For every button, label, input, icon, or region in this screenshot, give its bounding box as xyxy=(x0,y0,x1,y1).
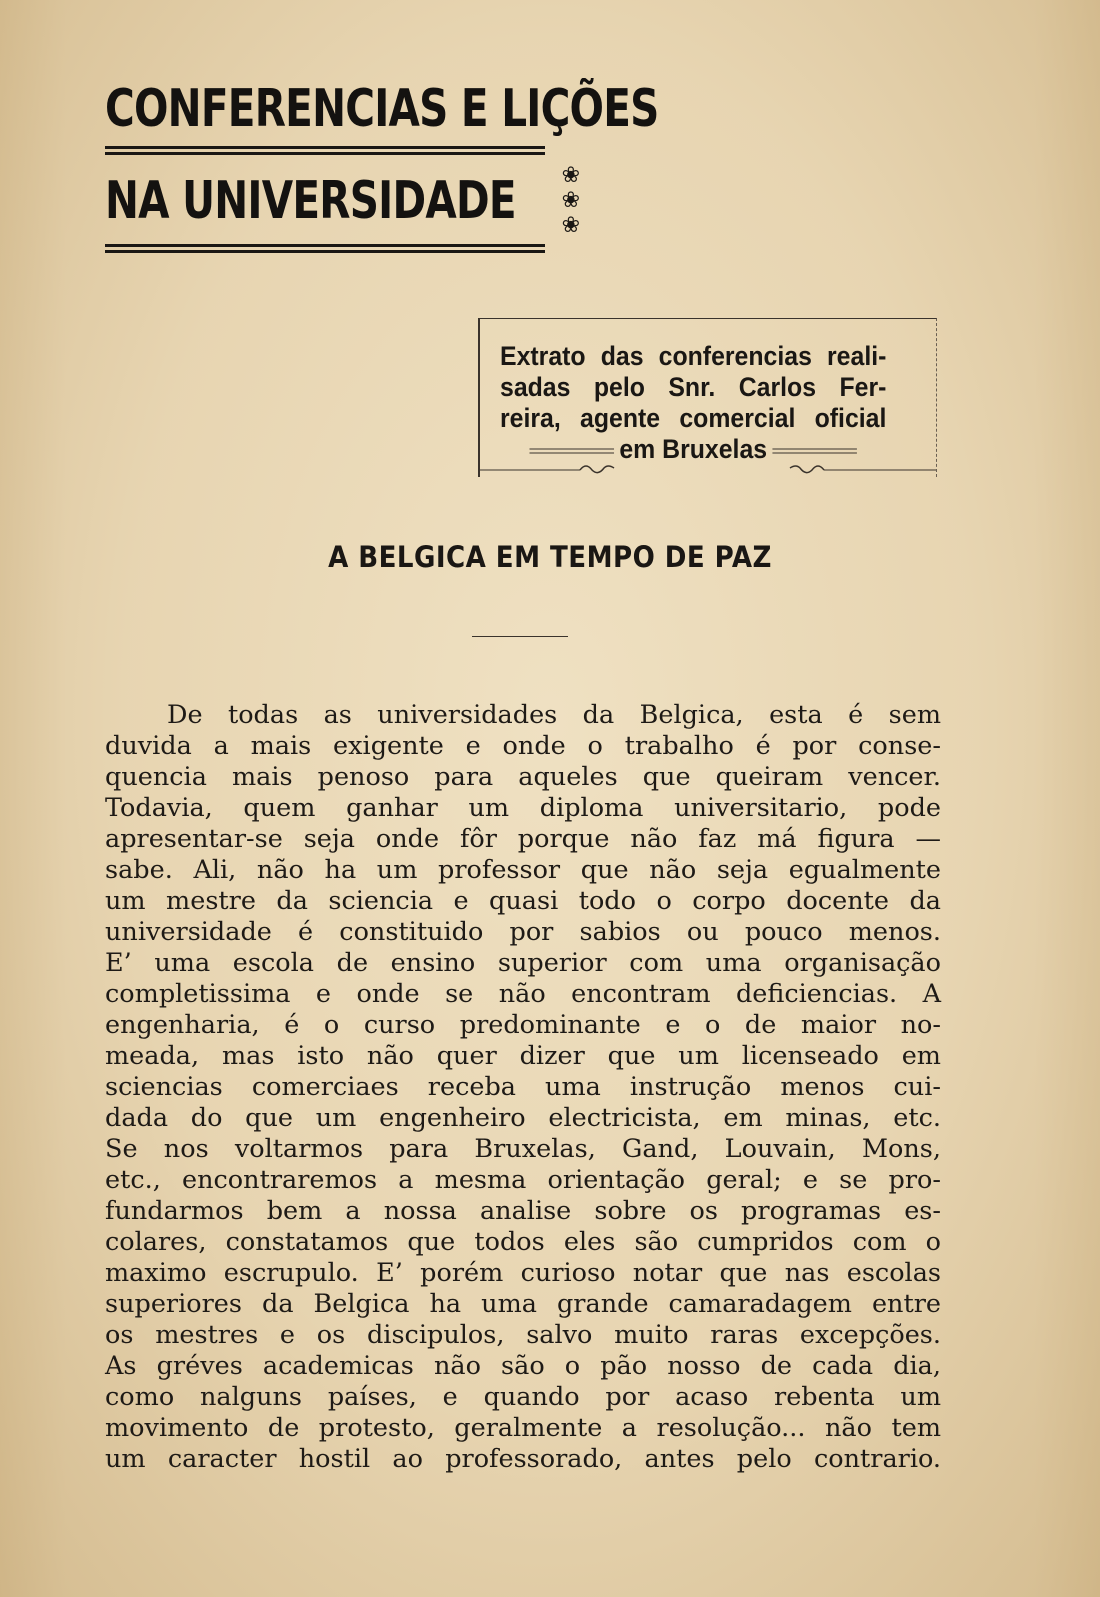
header-line-1: CONFERENCIAS E LIÇÕES xyxy=(105,79,659,139)
body-line: colares, constatamos que todos eles são cumpridos com o xyxy=(105,1227,941,1257)
body-line: etc., encontraremos a mesma orientação geral; e se pro- xyxy=(105,1165,941,1195)
body-line: De todas as universidades da Belgica, esta é sem xyxy=(167,700,941,730)
excerpt-line: em Bruxelas xyxy=(619,434,768,464)
divider xyxy=(472,636,568,637)
body-line: superiores da Belgica ha uma grande camaradagem entre xyxy=(105,1289,941,1319)
body-line: quencia mais penoso para aqueles que queiram vencer. xyxy=(105,762,941,792)
flourish-rule-icon xyxy=(480,463,936,477)
body-line: os mestres e os discipulos, salvo muito raras excepções. xyxy=(105,1320,941,1350)
body-line: sciencias comerciaes receba uma instrução menos cui- xyxy=(105,1072,941,1102)
excerpt-line: Extrato das conferencias reali- xyxy=(500,341,887,371)
excerpt-text xyxy=(500,341,886,465)
body-line: apresentar-se seja onde fôr porque não faz má figura — xyxy=(105,824,941,854)
body-line: universidade é constituido por sabios ou pouco menos. xyxy=(105,917,941,947)
body-line: As gréves academicas não são o pão nosso de cada dia, xyxy=(105,1351,941,1381)
ornament-icon: ❀ ❀ ❀ xyxy=(561,163,587,238)
body-line: como nalguns países, e quando por acaso rebenta um xyxy=(105,1382,941,1412)
body-line: duvida a mais exigente e onde o trabalho é por conse- xyxy=(105,731,941,761)
section-header xyxy=(105,78,659,261)
body-line: meada, mas isto não quer dizer que um licenseado em xyxy=(105,1041,941,1071)
rule-left-icon xyxy=(529,446,614,456)
article-subtitle: A BELGICA EM TEMPO DE PAZ xyxy=(328,540,772,574)
body-line: Todavia, quem ganhar um diploma universitario, pode xyxy=(105,793,941,823)
body-line: dada do que um engenheiro electricista, em minas, etc. xyxy=(105,1103,941,1133)
article-body xyxy=(105,700,941,1475)
header-double-rule-1 xyxy=(105,146,545,155)
excerpt-line: sadas pelo Snr. Carlos Fer- xyxy=(500,372,887,402)
body-line: maximo escrupulo. E’ porém curioso notar que nas escolas xyxy=(105,1258,941,1288)
excerpt-line: reira, agente comercial oficial xyxy=(500,403,887,433)
body-line: E’ uma escola de ensino superior com uma organisação xyxy=(105,948,941,978)
body-line: um mestre da sciencia e quasi todo o corpo docente da xyxy=(105,886,941,916)
body-line: um caracter hostil ao professorado, antes pelo contrario. xyxy=(105,1444,941,1474)
body-line: completissima e onde se não encontram deficiencias. A xyxy=(105,979,941,1009)
header-double-rule-2 xyxy=(105,244,545,253)
body-line: sabe. Ali, não ha um professor que não seja egualmente xyxy=(105,855,941,885)
excerpt-box xyxy=(478,318,937,477)
rule-right-icon xyxy=(773,446,858,456)
body-line: engenharia, é o curso predominante e o de maior no- xyxy=(105,1010,941,1040)
body-line: movimento de protesto, geralmente a resolução... não tem xyxy=(105,1413,941,1443)
header-line-2: NA UNIVERSIDADE xyxy=(105,170,516,231)
body-line: Se nos voltarmos para Bruxelas, Gand, Louvain, Mons, xyxy=(105,1134,941,1164)
body-line: fundarmos bem a nossa analise sobre os programas es- xyxy=(105,1196,941,1226)
